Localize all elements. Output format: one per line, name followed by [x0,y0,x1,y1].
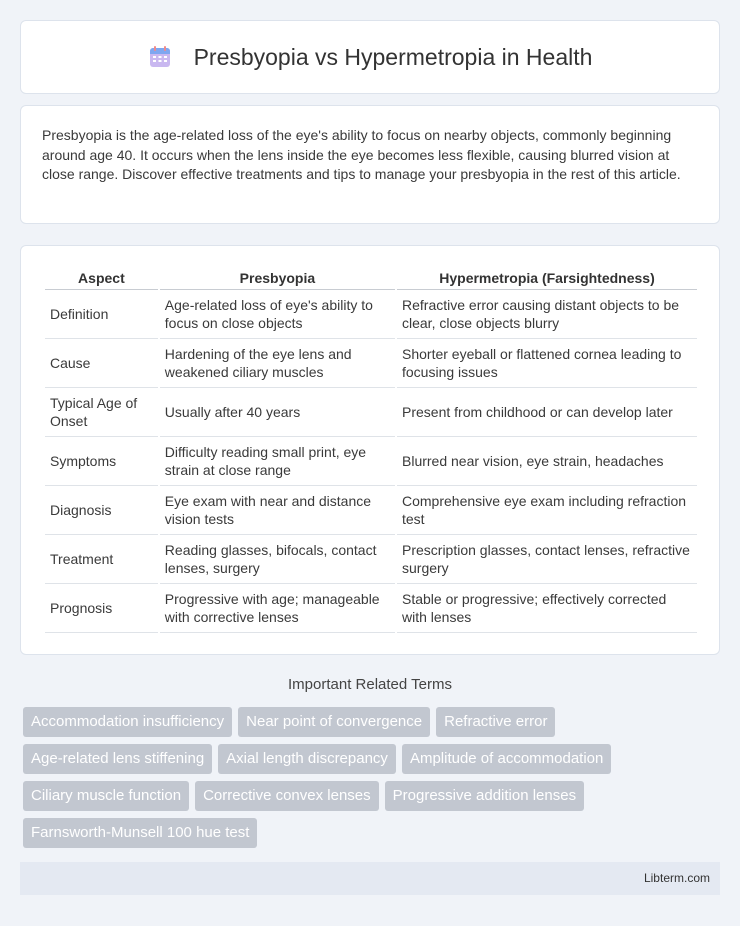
comparison-card [20,245,720,655]
calendar-icon [148,45,172,69]
cell-presbyopia: Difficulty reading small print, eye strain at close range [160,437,395,486]
table-row [45,486,697,535]
cell-aspect: Definition [45,290,158,339]
related-term-tag[interactable]: Farnsworth-Munsell 100 hue test [23,818,257,848]
table-row [45,388,697,437]
cell-hypermetropia: Refractive error causing distant objects to be clear, close objects blurry [397,290,697,339]
related-term-tag[interactable]: Refractive error [436,707,555,737]
intro-card [20,105,720,224]
related-term-tag[interactable]: Amplitude of accommodation [402,744,611,774]
related-term-tag[interactable]: Axial length discrepancy [218,744,396,774]
cell-aspect: Cause [45,339,158,388]
comparison-table [43,266,699,633]
related-term-tag[interactable]: Near point of convergence [238,707,430,737]
title-card [20,20,720,94]
cell-presbyopia: Eye exam with near and distance vision tests [160,486,395,535]
cell-presbyopia: Usually after 40 years [160,388,395,437]
intro-text: Presbyopia is the age-related loss of the eye's ability to focus on nearby objects, commonly beginning around age 40. It occurs when the lens inside the eye becomes less flexible, causing blurred vision at close range. Discover effective treatments and tips to manage your presbyopia in the rest of this article. [42,127,681,183]
related-term-tag[interactable]: Accommodation insufficiency [23,707,232,737]
cell-presbyopia: Progressive with age; manageable with corrective lenses [160,584,395,633]
cell-presbyopia: Reading glasses, bifocals, contact lenses, surgery [160,535,395,584]
cell-presbyopia: Hardening of the eye lens and weakened ciliary muscles [160,339,395,388]
footer [20,862,720,895]
table-header-row [45,266,697,290]
cell-aspect: Typical Age of Onset [45,388,158,437]
table-row [45,584,697,633]
page-title: Presbyopia vs Hypermetropia in Health [193,43,593,70]
cell-hypermetropia: Shorter eyeball or flattened cornea leading to focusing issues [397,339,697,388]
table-row [45,535,697,584]
cell-hypermetropia: Present from childhood or can develop later [397,388,697,437]
related-terms-list [23,707,723,848]
cell-hypermetropia: Prescription glasses, contact lenses, refractive surgery [397,535,697,584]
cell-hypermetropia: Blurred near vision, eye strain, headaches [397,437,697,486]
table-row [45,339,697,388]
cell-hypermetropia: Stable or progressive; effectively corrected with lenses [397,584,697,633]
related-term-tag[interactable]: Progressive addition lenses [385,781,584,811]
table-row [45,437,697,486]
cell-aspect: Symptoms [45,437,158,486]
cell-aspect: Prognosis [45,584,158,633]
cell-presbyopia: Age-related loss of eye's ability to focus on close objects [160,290,395,339]
cell-aspect: Diagnosis [45,486,158,535]
related-terms-title: Important Related Terms [288,676,452,693]
cell-hypermetropia: Comprehensive eye exam including refraction test [397,486,697,535]
header-presbyopia: Presbyopia [160,266,395,290]
header-hypermetropia: Hypermetropia (Farsightedness) [397,266,697,290]
header-aspect: Aspect [45,266,158,290]
related-term-tag[interactable]: Age-related lens stiffening [23,744,212,774]
related-term-tag[interactable]: Ciliary muscle function [23,781,189,811]
footer-link[interactable]: Libterm.com [643,871,710,885]
table-row [45,290,697,339]
related-term-tag[interactable]: Corrective convex lenses [195,781,379,811]
cell-aspect: Treatment [45,535,158,584]
